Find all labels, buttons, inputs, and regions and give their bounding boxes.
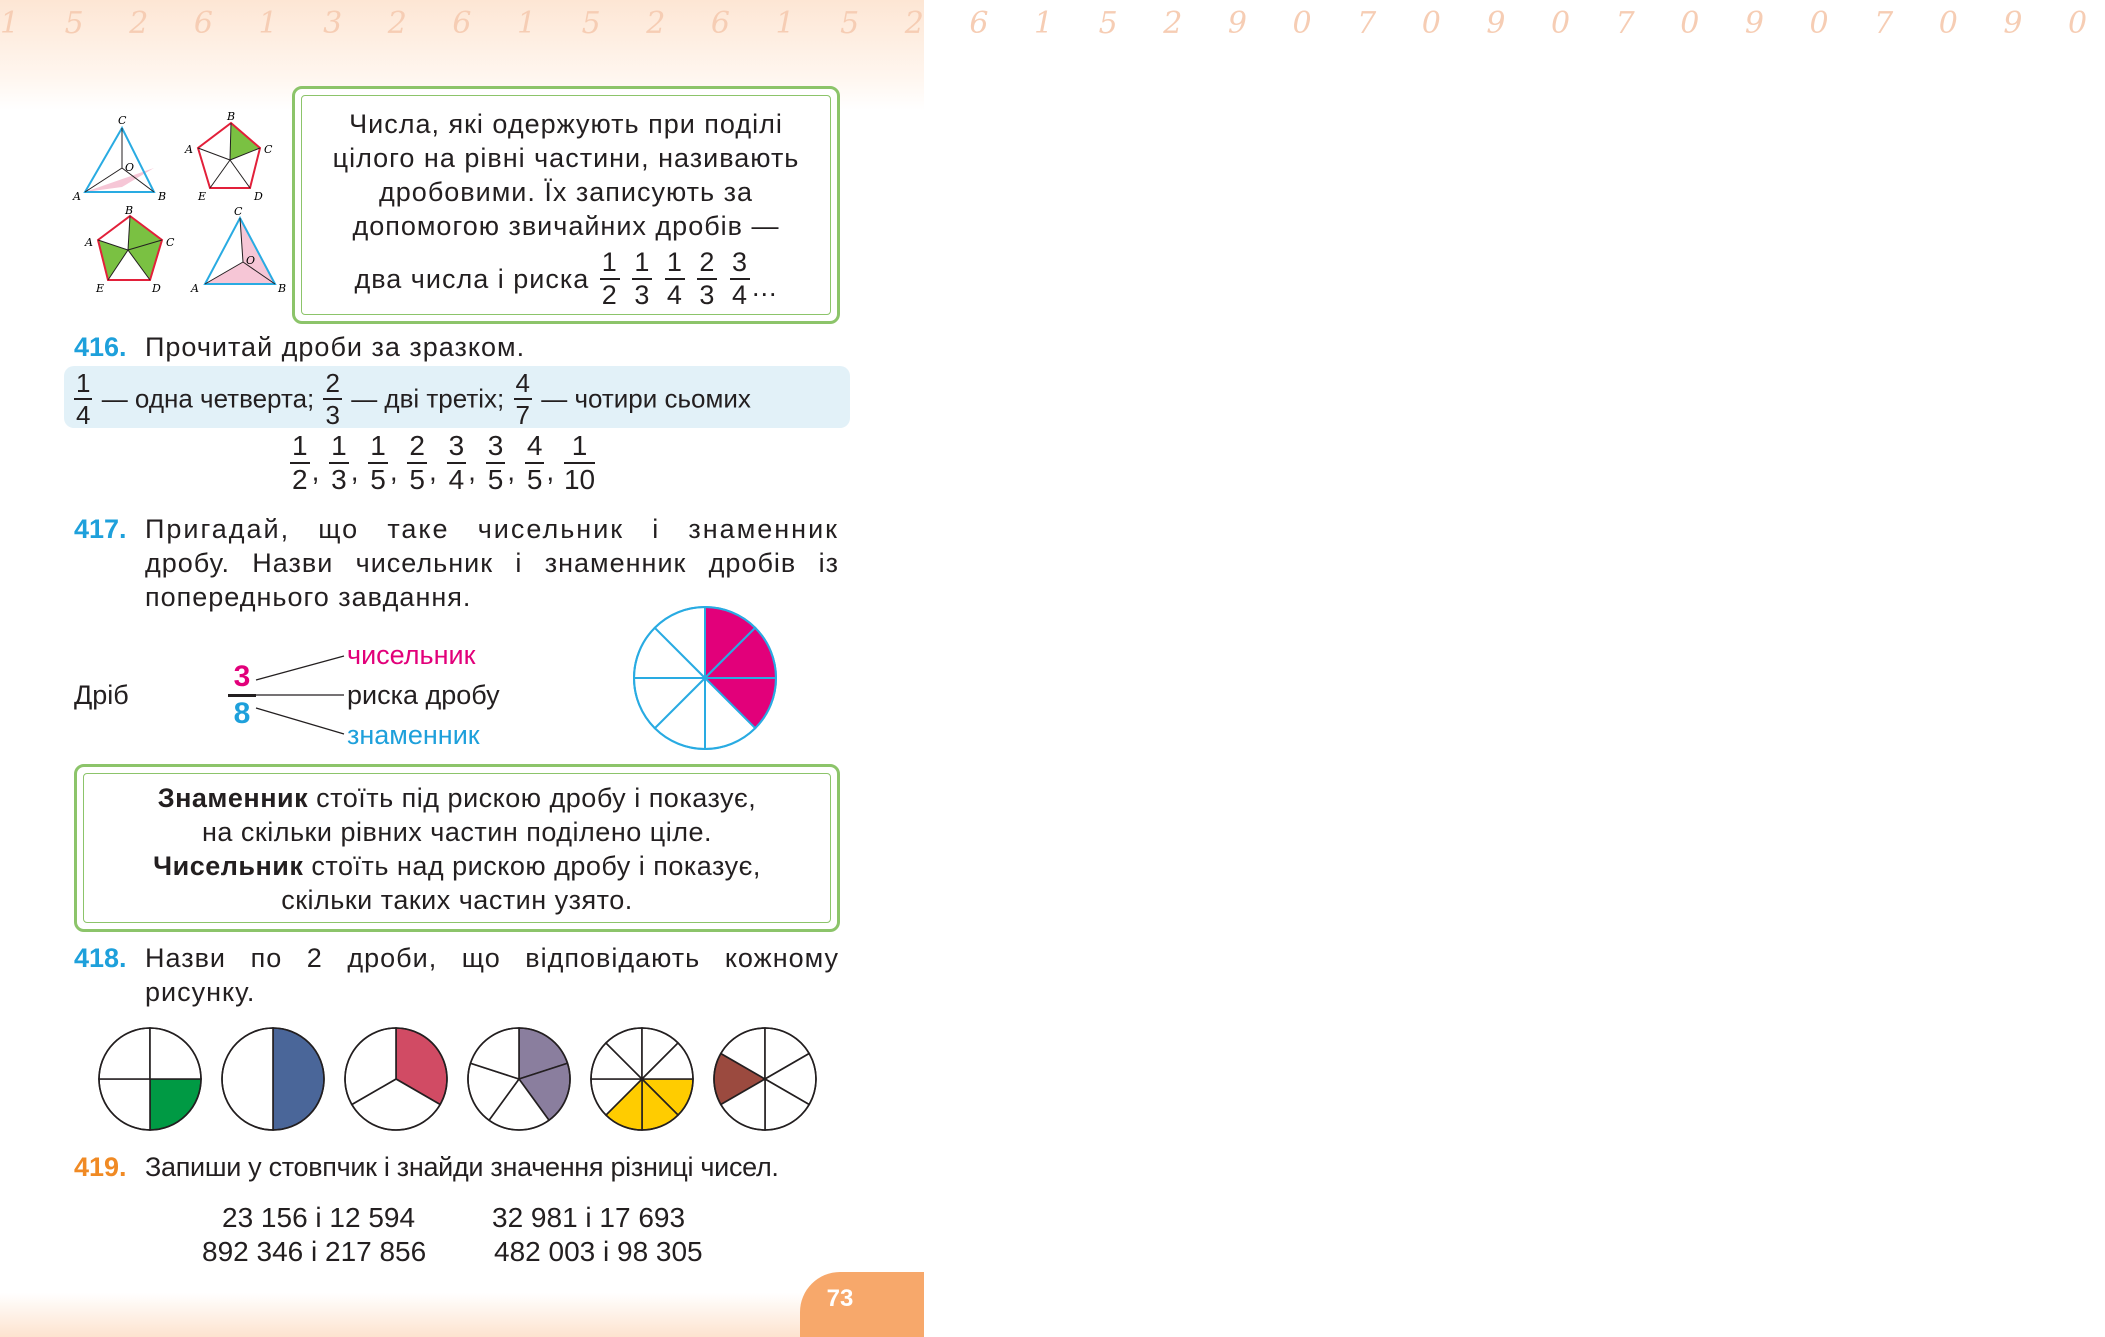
label-b: B <box>125 204 134 217</box>
task-416-text: Прочитай дроби за зразком. <box>145 332 526 362</box>
label-d: D <box>254 190 263 203</box>
denominator-digit: 8 <box>233 697 251 730</box>
fraction: $\frac{3}{4}$ <box>448 430 465 495</box>
triangle-figure-1 <box>72 114 166 203</box>
label-c: C <box>264 143 273 156</box>
label-b: B <box>278 282 287 295</box>
geometry-figures <box>70 108 290 300</box>
decorative-digits: 1 5 2 6 1 3 2 6 1 5 2 6 1 5 2 6 1 5 2 9 0 7 0 9 0 7 0 9 0 7 0 9 0 <box>0 6 2105 41</box>
empty-sector <box>222 1028 273 1130</box>
fraction: $\frac{1}{3}$ <box>634 247 651 310</box>
rule-box-numerator-denominator <box>74 764 840 932</box>
rule-line: Знаменник стоїть під рискою дробу і показує, <box>157 783 757 813</box>
definition-line: Числа, які одержують при поділі <box>349 109 783 139</box>
label-c: C <box>166 236 175 249</box>
fraction-example <box>228 662 256 729</box>
fraction: $\frac{1}{4}$ <box>666 247 683 310</box>
denominator-label: знаменник <box>347 720 480 750</box>
fraction-circle <box>712 1026 818 1132</box>
numerator-label: чисельник <box>347 640 476 670</box>
fraction: $\frac{2}{3}$ <box>699 247 716 310</box>
fraction-circle <box>97 1026 203 1132</box>
definition-line: дробовими. Їх записують за <box>379 177 753 207</box>
fraction-circle <box>589 1026 695 1132</box>
label-b: B <box>227 110 236 123</box>
fraction: $\frac{3}{5}$ <box>487 430 504 495</box>
fraction: $\frac{4}{7}$ <box>515 368 530 430</box>
label-o: O <box>246 254 256 267</box>
label-c: C <box>234 205 243 218</box>
label-a: A <box>185 143 193 156</box>
fraction-circle <box>466 1026 572 1132</box>
label-e: E <box>96 282 105 295</box>
fraction: $\frac{4}{5}$ <box>526 430 543 495</box>
task-number-418: 418. <box>74 943 127 973</box>
task-419-text: Запиши у стовпчик і знайди значення різниці чисел. <box>145 1152 779 1182</box>
pentagon-figure-2 <box>84 204 175 295</box>
label-a: A <box>191 282 199 295</box>
task-418-text: Назви по 2 дроби, що відповідають кожному рисунку. <box>145 943 839 1007</box>
shaded-sector <box>273 1028 324 1130</box>
pointer-lines <box>256 650 348 740</box>
definition-text: два числа і риска <box>354 264 590 294</box>
label-a: A <box>73 190 81 203</box>
label-d: D <box>152 282 161 295</box>
task-number-417: 417. <box>74 514 127 544</box>
task-number-416: 416. <box>74 332 127 362</box>
page-number: 73 <box>826 1285 854 1312</box>
fraction: $\frac{2}{3}$ <box>325 368 340 430</box>
definition-line: допомогою звичайних дробів — <box>352 211 780 241</box>
definition-line-with-fractions: два числа і риска $\frac{1}{2}$ $\frac{1}{3}$ $\frac{1}{4}$ $\frac{2}{3}$ $\frac{3}{4}$ ... <box>354 247 778 310</box>
subtraction-pair: 23 156 і 12 594 <box>222 1202 416 1233</box>
rule-line: Чисельник стоїть над рискою дробу і показує, <box>153 851 761 881</box>
definition-box <box>292 86 840 324</box>
task-417-text: Пригадай, що таке чисельник і знаменник дробу. Назви чисельник і знаменник дробів із попереднього завдання. <box>145 514 839 612</box>
sample-text: $\frac{1}{4}$ — одна четверта; $\frac{2}{3}$ — дві третіх; $\frac{4}{7}$ — чотири сьомих <box>76 368 751 430</box>
fraction-circle <box>343 1026 449 1132</box>
fraction: $\frac{1}{2}$ <box>292 430 308 495</box>
numerator-digit: 3 <box>228 662 256 697</box>
label-b: B <box>158 190 167 203</box>
fraction: $\frac{3}{4}$ <box>731 247 748 310</box>
pentagon-figure-1 <box>184 110 273 203</box>
fraction: $\frac{1}{10}$ <box>563 430 596 495</box>
footer-band <box>0 1293 924 1337</box>
fraction: $\frac{2}{5}$ <box>409 430 425 495</box>
subtraction-pair: 892 346 і 217 856 <box>202 1236 427 1267</box>
task-number-419: 419. <box>74 1152 127 1182</box>
subtraction-pair: 482 003 і 98 305 <box>494 1236 703 1267</box>
eighths-pie-chart <box>631 604 779 752</box>
fraction-label: Дріб <box>74 680 129 710</box>
fraction: $\frac{1}{2}$ <box>601 247 618 310</box>
label-e: E <box>198 190 207 203</box>
subtraction-pair: 32 981 і 17 693 <box>492 1202 686 1233</box>
fractions-to-read: $\frac{1}{2}$ , $\frac{1}{3}$ , $\frac{1}{5}$ , $\frac{2}{5}$ , $\frac{3}{4}$ , $\frac{3}{5}$ , $\frac{4}{5}$ , $\frac{1}{10}$ <box>292 430 596 495</box>
fraction: $\frac{1}{5}$ <box>370 430 386 495</box>
rule-line: скільки таких частин узято. <box>281 885 633 915</box>
fraction-bar-label: риска дробу <box>347 680 500 710</box>
label-o: O <box>125 161 135 174</box>
triangle-figure-2 <box>190 205 286 295</box>
rule-line: на скільки рівних частин поділено ціле. <box>202 817 712 847</box>
fraction: $\frac{1}{4}$ <box>76 368 91 430</box>
definition-line: цілого на рівні частини, називають <box>332 143 800 173</box>
label-a: A <box>85 236 93 249</box>
fraction-circles-row <box>97 1026 817 1132</box>
fraction-circle <box>220 1026 326 1132</box>
label-c: C <box>118 114 127 127</box>
fraction: $\frac{1}{3}$ <box>331 430 347 495</box>
